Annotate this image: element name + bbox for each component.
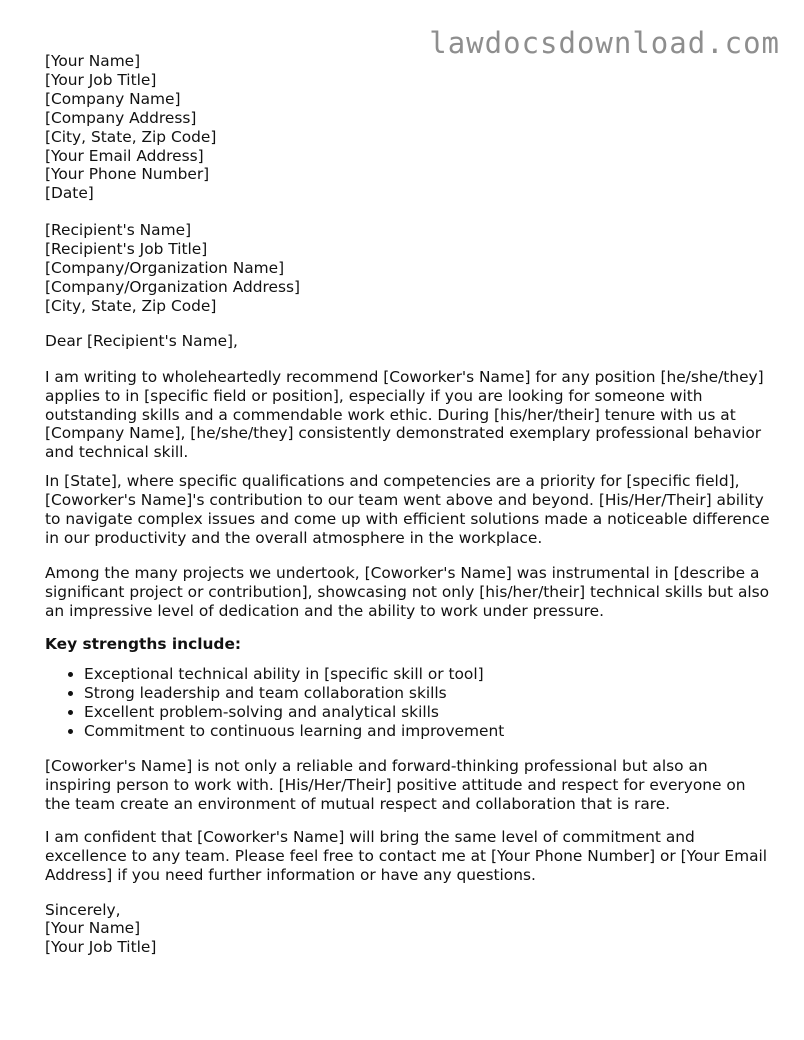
recipient-city-state-zip: [City, State, Zip Code] <box>45 296 217 315</box>
sender-company-address: [Company Address] <box>45 108 197 127</box>
signer-job-title: [Your Job Title] <box>45 938 157 957</box>
recipient-name: [Recipient's Name] <box>45 221 192 240</box>
signature-block <box>45 901 775 958</box>
watermark: lawdocsdownload.com <box>429 26 780 60</box>
recipient-organization-name: [Company/Organization Name] <box>45 259 285 278</box>
recipient-organization-address: [Company/Organization Address] <box>45 277 300 296</box>
sender-block <box>45 52 775 203</box>
recipient-job-title: [Recipient's Job Title] <box>45 240 208 259</box>
letter-date: [Date] <box>45 184 94 203</box>
valediction: Sincerely, <box>45 900 121 919</box>
paragraph-confidence: I am confident that [Coworker's Name] will bring the same level of commitment and excellence to any team. Please feel free to contact me at [Your Phone Number] or [Your Email Address] if you need further information or have any questions. <box>45 827 768 884</box>
paragraph-contribution: In [State], where specific qualifications and competencies are a priority for [specific field], [Coworker's Name]'s contribution to our team went above and beyond. [His/Her/Their] ability to navigate complex issues and come up with efficient solutions made a noticeable difference in our productivity and the overall atmosphere in the workplace. <box>45 472 770 547</box>
paragraph-character: [Coworker's Name] is not only a reliable and forward-thinking professional but also an inspiring person to work with. [His/Her/Their] positive attitude and respect for everyone on the team create an environment of mutual respect and collaboration that is rare. <box>45 757 746 813</box>
sender-city-state-zip: [City, State, Zip Code] <box>45 127 217 146</box>
list-item: • Excellent problem-solving and analytical skills <box>84 703 775 722</box>
signer-name: [Your Name] <box>45 919 141 938</box>
sender-email: [Your Email Address] <box>45 146 204 165</box>
paragraph-recommendation: I am writing to wholeheartedly recommend [Coworker's Name] for any position [he/she/they] applies to in [specific field or position], especially if you are looking for someone with outstanding skills and a commendable work ethic. During [his/her/their] tenure with us at [Company Name], [he/she/they] consistently demonstrated exemplary professional behavior and technical skill. <box>45 367 764 462</box>
strengths-heading: Key strengths include: <box>45 634 242 653</box>
list-item: • Exceptional technical ability in [specific skill or tool] <box>84 665 775 684</box>
list-item: • Strong leadership and team collaboration skills <box>84 684 775 703</box>
letter-body <box>45 52 775 957</box>
paragraph-projects: Among the many projects we undertook, [Coworker's Name] was instrumental in [describe a significant project or contribution], showcasing not only [his/her/their] technical skills but also an impressive level of dedication and the ability to work under pressure. <box>45 563 770 620</box>
sender-job-title: [Your Job Title] <box>45 70 157 89</box>
sender-name: [Your Name] <box>45 52 141 70</box>
recipient-block <box>45 221 775 316</box>
sender-phone: [Your Phone Number] <box>45 165 210 184</box>
list-item: • Commitment to continuous learning and improvement <box>84 722 775 741</box>
sender-company-name: [Company Name] <box>45 89 181 108</box>
strengths-list <box>45 665 775 741</box>
salutation: Dear [Recipient's Name], <box>45 331 238 350</box>
